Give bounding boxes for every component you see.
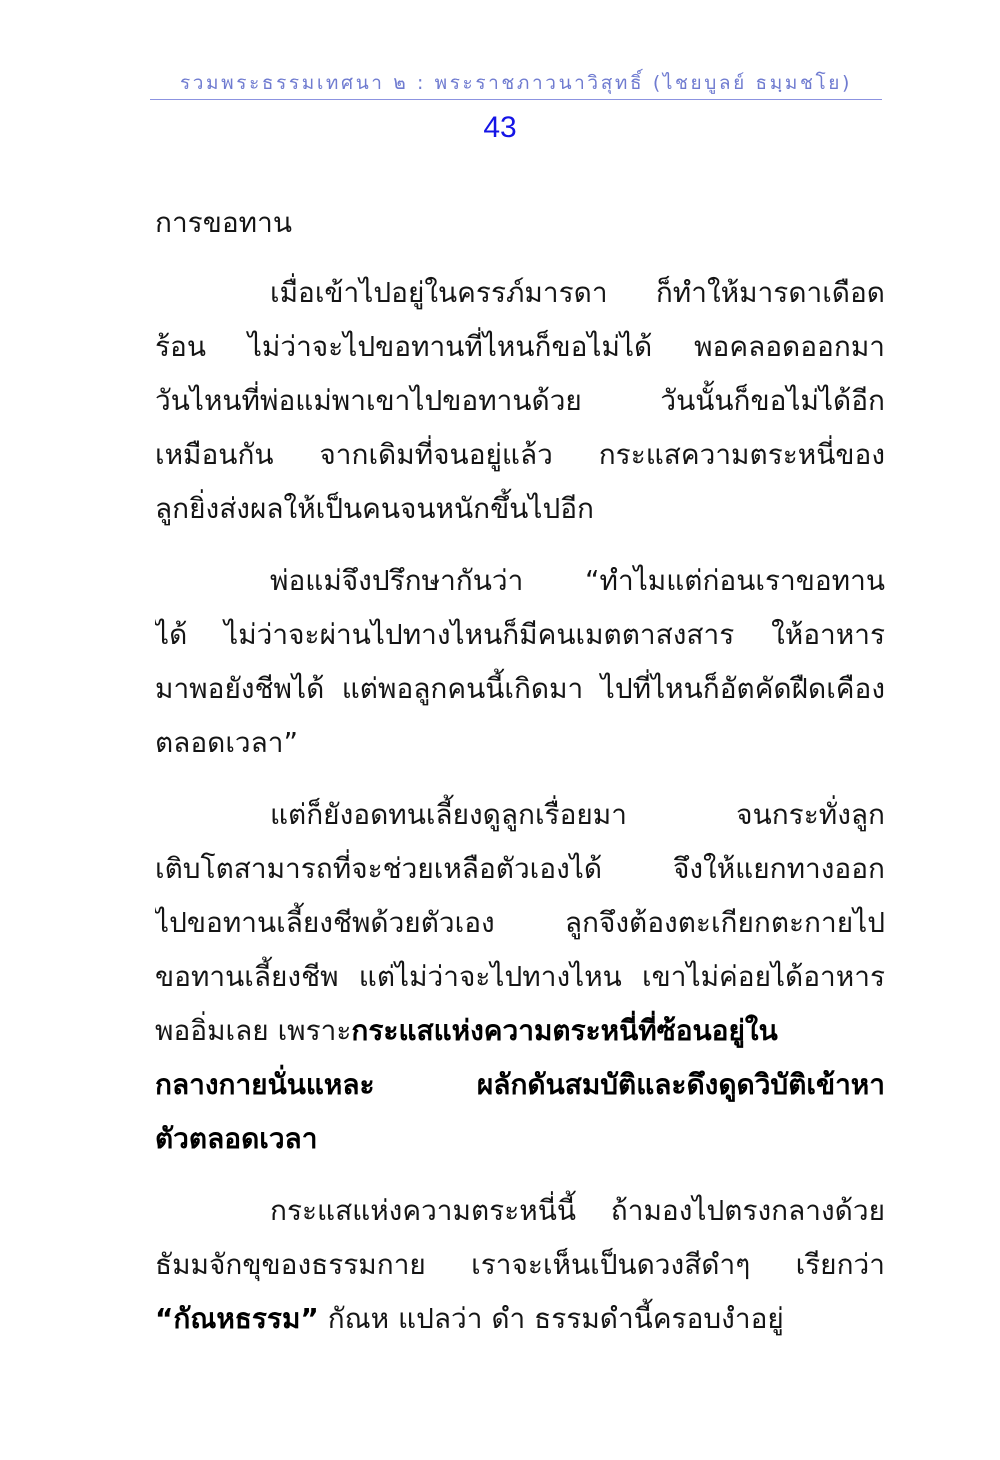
paragraph-line [155, 1004, 885, 1058]
paragraph-line: ขอทานเลี้ยงชีพ แต่ไม่ว่าจะไปทางไหน เขาไม่ค่อยได้อาหาร [155, 960, 885, 993]
paragraph-line: มาพอยังชีพได้ แต่พอลูกคนนี้เกิดมา ไปที่ไหนก็อัตคัดฝืดเคือง [155, 672, 885, 705]
term-kanha-dhamma: “กัณหธรรม” [155, 1302, 319, 1335]
paragraph-line: ไปขอทานเลี้ยงชีพด้วยตัวเอง ลูกจึงต้องตะเกียกตะกายไป [155, 906, 885, 939]
running-title: รวมพระธรรมเทศนา ๒ : พระราชภาวนาวิสุทธิ์ (ไชยบูลย์ ธมฺมชโย) [179, 72, 853, 94]
paragraph-line: ตลอดเวลา” [155, 726, 299, 759]
paragraph-line: เติบโตสามารถที่จะช่วยเหลือตัวเองได้ จึงให้แยกทางออก [155, 852, 885, 885]
paragraph-line: เมื่อเข้าไปอยู่ในครรภ์มารดา ก็ทำให้มารดาเดือด [270, 276, 885, 309]
paragraph-line: ได้ ไม่ว่าจะผ่านไปทางไหนก็มีคนเมตตาสงสาร ให้อาหาร [155, 618, 885, 651]
emphasis-text: กระแสแห่งความตระหนี่ที่ซ้อนอยู่ใน [351, 1014, 778, 1047]
paragraph-line: วันไหนที่พ่อแม่พาเขาไปขอทานด้วย วันนั้นก็ขอไม่ได้อีก [155, 384, 885, 417]
running-header [150, 66, 882, 100]
emphasis-text: ตัวตลอดเวลา [155, 1122, 318, 1155]
paragraph-line: ธัมมจักขุของธรรมกาย เราจะเห็นเป็นดวงสีดำๆ เรียกว่า [155, 1248, 885, 1281]
line-text: พออิ่มเลย เพราะ [155, 1014, 352, 1047]
paragraph-line: ร้อน ไม่ว่าจะไปขอทานที่ไหนก็ขอไม่ได้ พอคลอดออกมา [155, 330, 885, 363]
section-heading: การขอทาน [155, 206, 292, 239]
paragraph-line [155, 1112, 885, 1166]
emphasis-text: กลางกายนั่นแหละ ผลักดันสมบัติและดึงดูดวิบัติเข้าหา [155, 1068, 885, 1101]
page-number: 43 [483, 111, 517, 144]
paragraph-line: ลูกยิ่งส่งผลให้เป็นคนจนหนักขึ้นไปอีก [155, 492, 595, 525]
paragraph-line: กระแสแห่งความตระหนี่นี้ ถ้ามองไปตรงกลางด้วย [270, 1194, 885, 1227]
paragraph-line [155, 1292, 885, 1346]
paragraph-line: เหมือนกัน จากเดิมที่จนอยู่แล้ว กระแสความตระหนี่ของ [155, 438, 885, 471]
paragraph-line: แต่ก็ยังอดทนเลี้ยงดูลูกเรื่อยมา จนกระทั่งลูก [270, 798, 885, 831]
paragraph-line [155, 1058, 885, 1112]
paragraph-line: พ่อแม่จึงปรึกษากันว่า “ทำไมแต่ก่อนเราขอทาน [270, 564, 885, 597]
line-text: กัณห แปลว่า ดำ ธรรมดำนี้ครอบงำอยู่ [318, 1302, 784, 1335]
